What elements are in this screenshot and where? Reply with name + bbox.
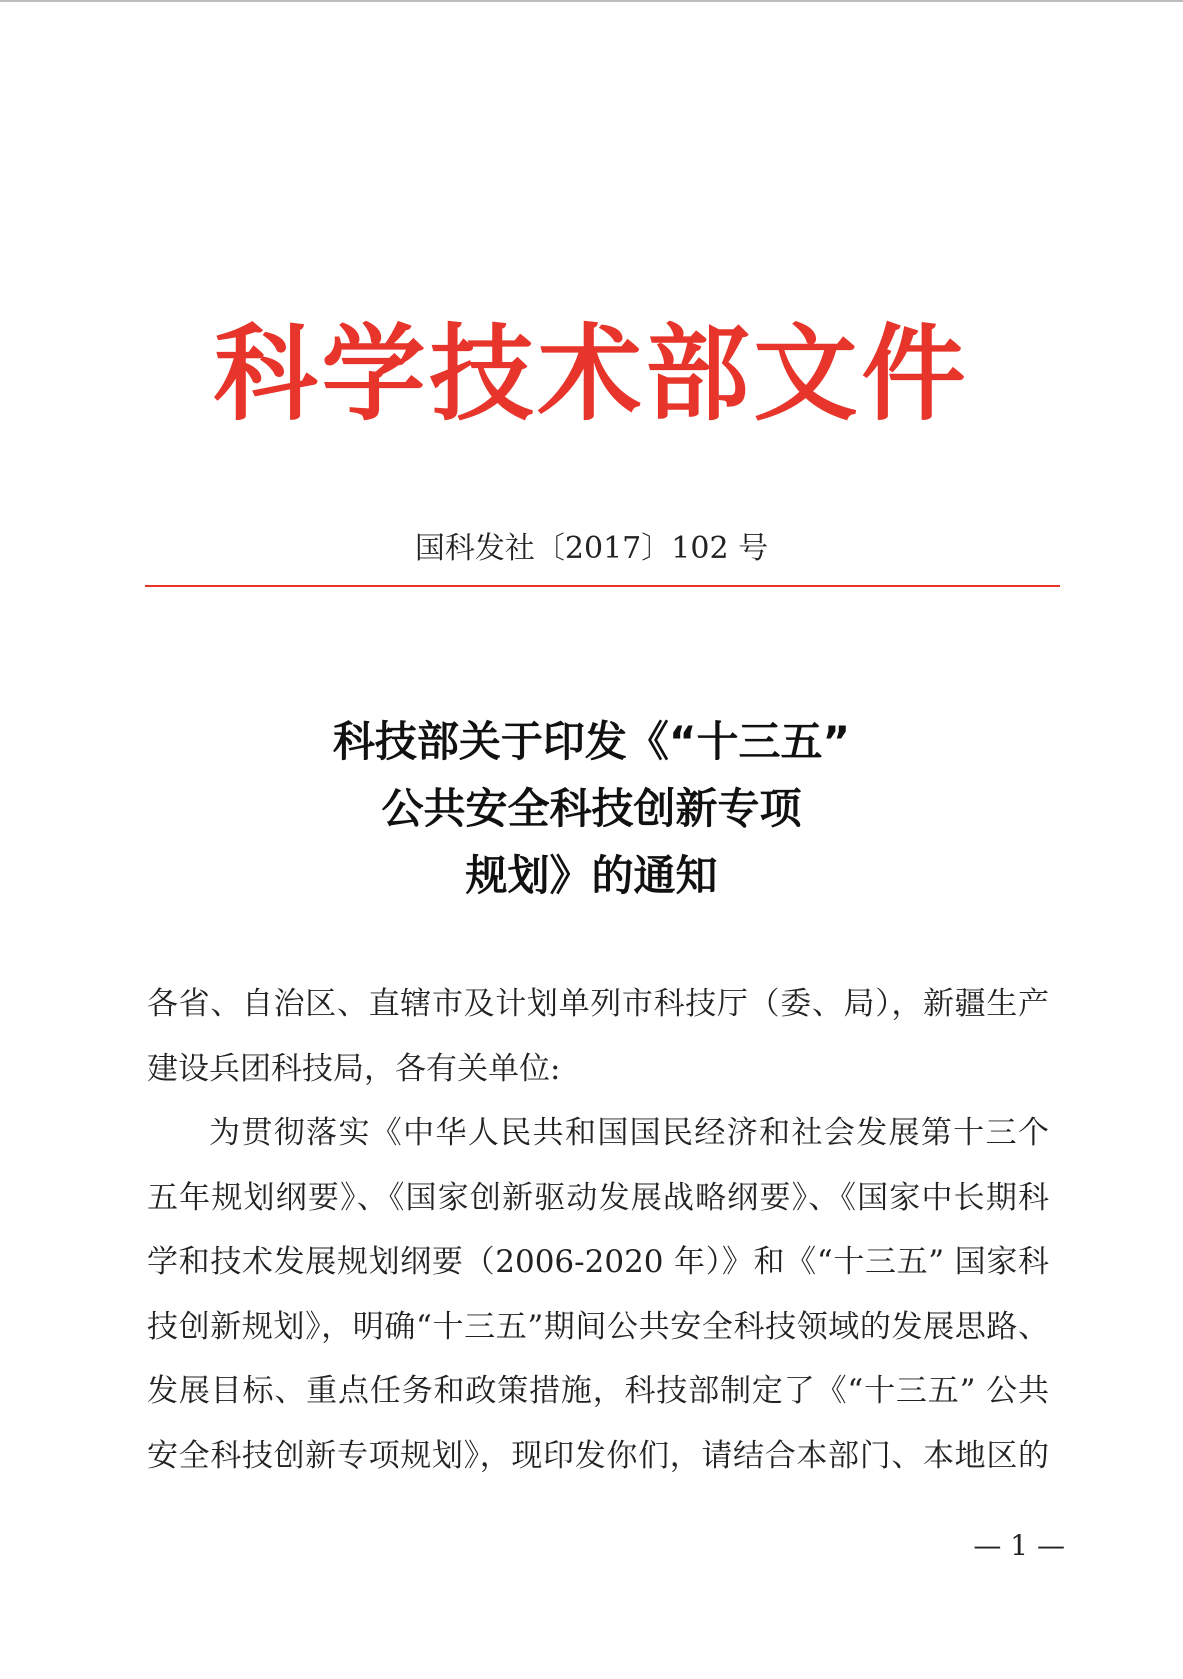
body-text	[147, 972, 1049, 1488]
title-line: 公共安全科技创新专项	[381, 784, 802, 833]
red-divider-line	[145, 585, 1060, 587]
document-number: 国科发社〔2017〕102 号	[414, 531, 769, 566]
paragraph-line: 五年规划纲要》、《国家创新驱动发展战略纲要》、《国家中长期科	[147, 1179, 1049, 1216]
addressee-line: 建设兵团科技局，各有关单位:	[147, 1050, 561, 1087]
letterhead-title: 科学技术部文件	[213, 313, 970, 435]
title-line: 科技部关于印发《“十三五”	[332, 717, 851, 766]
page-number: — 1 —	[973, 1529, 1065, 1562]
paragraph-line: 为贯彻落实《中华人民共和国国民经济和社会发展第十三个	[209, 1115, 1049, 1151]
page-top-edge	[0, 0, 1183, 2]
title-line: 规划》的通知	[465, 851, 718, 900]
paragraph-line: 学和技术发展规划纲要（2006-2020 年）》和《“十三五” 国家科	[147, 1244, 1049, 1280]
addressee-line: 各省、自治区、直辖市及计划单列市科技厅（委、局），新疆生产	[147, 986, 1049, 1022]
notice-title	[0, 708, 1183, 909]
paragraph-line: 技创新规划》，明确“十三五”期间公共安全科技领域的发展思路、	[147, 1308, 1049, 1345]
paragraph-line: 安全科技创新专项规划》，现印发你们，请结合本部门、本地区的	[147, 1437, 1049, 1474]
paragraph-line: 发展目标、重点任务和政策措施，科技部制定了《“十三五” 公共	[147, 1373, 1049, 1409]
